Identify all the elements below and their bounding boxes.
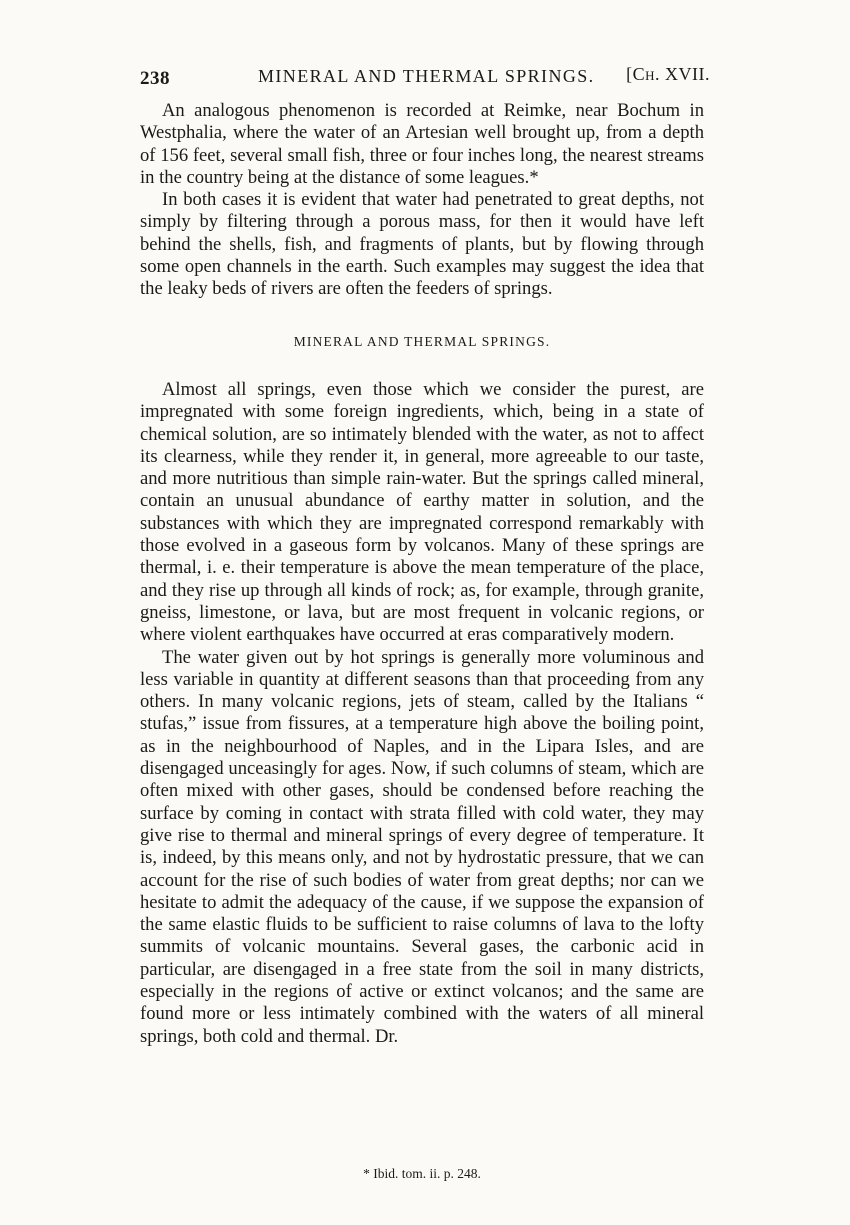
section-heading: MINERAL AND THERMAL SPRINGS. xyxy=(293,333,551,349)
footnote: * Ibid. tom. ii. p. 248. xyxy=(363,1166,481,1181)
body-text xyxy=(140,100,704,1048)
page-number: 238 xyxy=(140,68,170,89)
paragraph-reimke: An analogous phenomenon is recorded at Reimke, near Bochum in Westphalia, where the water of an Artesian well brought up, from a depth of 156 feet, several small fish, three or four inches long, the nearest streams in the country being at the distance of some leagues.* xyxy=(140,100,704,188)
chapter-reference: [Ch. XVII. xyxy=(626,64,710,84)
paragraph-both-cases: In both cases it is evident that water had penetrated to great depths, not simply by filtering through a porous mass, for then it would have left behind the shells, fish, and fragments of plants, but by flowing through some open channels in the earth. Such examples may suggest the idea that the leaky beds of rivers are often the feeders of springs. xyxy=(140,189,704,300)
paragraph-hot-springs: The water given out by hot springs is generally more voluminous and less variable in quantity at different seasons than that proceeding from any others. In many volcanic regions, jets of steam, called by the Italians “ stufas,” issue from fissures, at a temperature high above the boiling point, as in the neighbourhood of Naples, and in the Lipara Isles, and are disengaged unceasingly for ages. Now, if such columns of steam, which are often mixed with other gases, should be condensed before reaching the surface by coming in contact with strata filled with cold water, they may give rise to thermal and mineral springs of every degree of temperature. It is, indeed, by this means only, and not by hydrostatic pressure, that we can account for the rise of such bodies of water from great depths; nor can we hesitate to admit the adequacy of the cause, if we suppose the expansion of the same elastic fluids to be sufficient to raise columns of lava to the lofty summits of volcanic mountains. Several gases, the carbonic acid in particular, are disengaged in a free state from the soil in many districts, especially in the regions of active or extinct volcanos; and the same are found more or less intimately combined with the waters of all mineral springs, both cold and thermal. Dr. xyxy=(140,646,704,1047)
running-header xyxy=(140,64,710,94)
running-title: MINERAL AND THERMAL SPRINGS. xyxy=(258,66,595,86)
paragraph-almost-all-springs: Almost all springs, even those which we consider the purest, are impregnated with some foreign ingredients, which, being in a state of chemical solution, are so intimately blended with the water, as not to affect its clearness, while they render it, in general, more agreeable to our taste, and more nutritious than simple rain-water. But the springs called mineral, contain an unusual abundance of earthy matter in solution, and the substances with which they are impregnated correspond remarkably with those evolved in a gaseous form by volcanos. Many of these springs are thermal, i. e. their temperature is above the mean temperature of the place, and they rise up through all kinds of rock; as, for example, through granite, gneiss, limestone, or lava, but are most frequent in volcanic regions, or where violent earthquakes have occurred at eras comparatively modern. xyxy=(140,378,704,646)
